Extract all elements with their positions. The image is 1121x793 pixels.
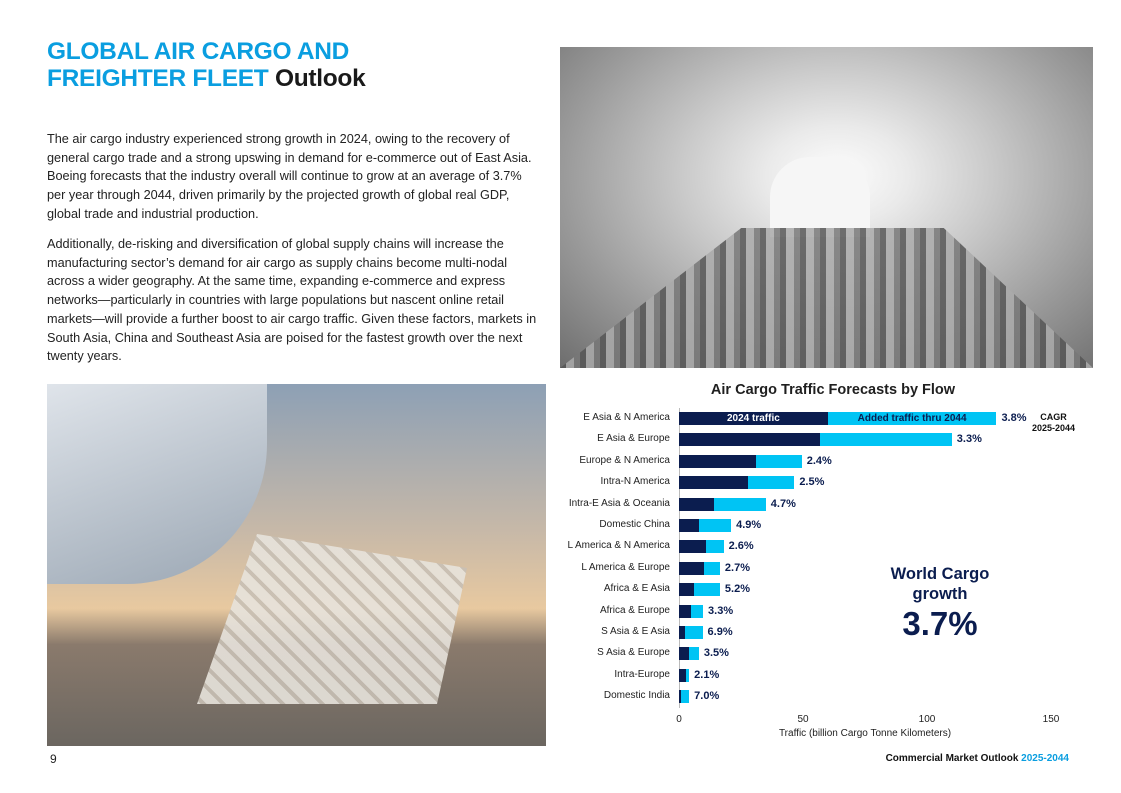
bar-added-traffic	[681, 690, 689, 703]
chart-title: Air Cargo Traffic Forecasts by Flow	[710, 382, 956, 398]
bar-chart	[560, 400, 1106, 745]
bar-2024-traffic	[679, 647, 689, 660]
category-label: S Asia & Europe	[597, 647, 670, 659]
bar-added-traffic	[756, 455, 802, 468]
y-axis-line	[679, 408, 680, 708]
cagr-label: 4.7%	[770, 497, 796, 510]
annotation-line1: World Cargo	[890, 565, 990, 583]
cagr-label: 2.5%	[799, 476, 825, 489]
bar-2024-traffic	[679, 540, 706, 553]
x-tick-label: 150	[1042, 714, 1060, 725]
bar-2024-traffic	[679, 669, 686, 682]
cagr-header-line1: CAGR	[1040, 412, 1067, 422]
cagr-label: 2.4%	[806, 454, 832, 467]
bar-2024-traffic	[679, 562, 704, 575]
bar-2024-traffic	[679, 519, 699, 532]
bar-2024-traffic	[679, 605, 691, 618]
footer-title	[886, 753, 1069, 764]
body-paragraph-1: The air cargo industry experienced strong growth in 2024, owing to the recovery of general cargo trade and a strong upswing in demand for e-commerce out of East Asia. Boeing forecasts that the industry overall will continue to grow at an average of 3.7% per year through 2044, driven primarily by the projected growth of global real GDP, global trade and industrial production.	[47, 132, 532, 221]
bar-added-traffic	[686, 669, 689, 682]
bar-added-traffic	[685, 626, 702, 639]
bar-2024-traffic	[679, 476, 748, 489]
freighter-interior-photo	[560, 47, 1093, 368]
bar-added-traffic	[689, 647, 699, 660]
cagr-label: 2.7%	[724, 561, 750, 574]
category-label: Intra-E Asia & Oceania	[568, 497, 670, 509]
cagr-label: 3.3%	[956, 433, 982, 446]
legend-2024-traffic: 2024 traffic	[726, 413, 780, 424]
cargo-loader-photo	[47, 384, 546, 746]
cagr-label: 2.6%	[728, 540, 754, 553]
bar-added-traffic	[699, 519, 731, 532]
bar-2024-traffic	[679, 498, 714, 511]
cagr-label: 3.3%	[708, 604, 734, 617]
bar-added-traffic	[704, 562, 720, 575]
bar-added-traffic	[694, 583, 720, 596]
x-tick-label: 50	[797, 714, 809, 725]
category-label: E Asia & N America	[583, 412, 670, 423]
annotation-line2: growth	[912, 585, 968, 603]
title-dark: Outlook	[274, 65, 366, 92]
bar-added-traffic	[714, 498, 766, 511]
category-label: Domestic India	[603, 690, 670, 702]
footer-years: 2025-2044	[1021, 753, 1069, 764]
title-blue: GLOBAL AIR CARGO AND FREIGHTER FLEET	[47, 38, 350, 92]
bar-added-traffic	[706, 540, 723, 553]
cagr-label: 7.0%	[694, 690, 720, 703]
bar-2024-traffic	[679, 455, 756, 468]
legend-added-traffic: Added traffic thru 2044	[857, 413, 967, 424]
cagr-header-line2: 2025-2044	[1032, 423, 1076, 433]
category-label: Domestic China	[599, 519, 670, 530]
category-label: Intra-Europe	[614, 668, 670, 680]
category-label: Africa & E Asia	[603, 583, 670, 595]
page-title	[47, 38, 377, 92]
bar-2024-traffic	[679, 583, 694, 596]
page-number: 9	[50, 752, 57, 766]
category-label: Europe & N America	[579, 454, 670, 466]
cagr-label: 6.9%	[707, 626, 733, 638]
category-label: S Asia & E Asia	[601, 626, 670, 637]
x-axis-label: Traffic (billion Cargo Tonne Kilometers)	[778, 728, 952, 739]
world-growth-annotation	[870, 564, 1010, 644]
category-label: L America & N America	[567, 540, 670, 552]
category-label: L America & Europe	[581, 561, 670, 573]
bar-2024-traffic	[679, 433, 820, 446]
x-tick-label: 100	[918, 714, 936, 725]
category-label: Intra-N America	[600, 476, 670, 488]
annotation-value: 3.7%	[902, 605, 978, 642]
cagr-header	[1032, 412, 1075, 434]
cagr-label: 5.2%	[724, 583, 750, 596]
x-tick-label: 0	[676, 714, 682, 725]
bar-added-traffic	[691, 605, 703, 618]
body-paragraph-2: Additionally, de-risking and diversification of global supply chains will increase the manufacturing sector’s demand for air cargo as supply chains become multi-nodal across a wider geography. At the same time, expanding e-commerce and express networks—particularly in countries with large populations but nascent online retail markets—will provide a further boost to air cargo traffic. Given these factors, markets in South Asia, China and Southeast Asia are poised for the fastest growth over the next twenty years.	[47, 237, 537, 364]
cagr-label: 3.5%	[703, 647, 729, 660]
cagr-label: 4.9%	[736, 519, 762, 531]
category-label: E Asia & Europe	[597, 433, 670, 445]
bar-added-traffic	[748, 476, 794, 489]
category-label: Africa & Europe	[599, 604, 670, 616]
bar-added-traffic	[820, 433, 951, 446]
footer-text: Commercial Market Outlook	[885, 753, 1019, 764]
cagr-label: 3.8%	[1001, 412, 1027, 424]
cagr-label: 2.1%	[694, 668, 720, 681]
